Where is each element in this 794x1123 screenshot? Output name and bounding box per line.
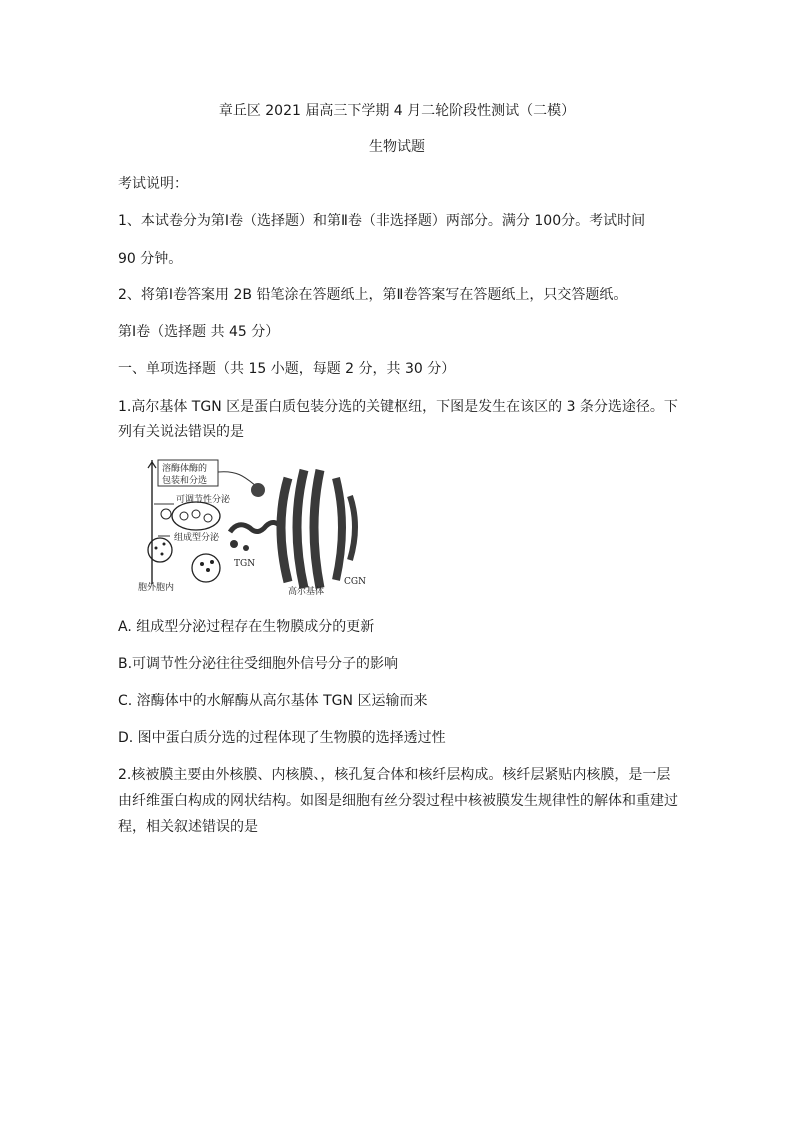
label-golgi: 高尔基体	[288, 587, 325, 596]
q2-stem-line-1: 2.核被膜主要由外核膜、内核膜、，核孔复合体和核纤层构成。核纤层紧贴内核膜，是一层	[118, 767, 671, 783]
cargo-dot	[161, 553, 164, 556]
golgi-sorting-figure	[138, 456, 370, 596]
secretory-granule	[161, 509, 171, 519]
exam-subtitle: 生物试题	[369, 139, 425, 155]
label-regulated-secretion: 可调节性分泌	[176, 495, 231, 505]
q1-stem-line-2: 列有关说法错误的是	[118, 424, 244, 440]
golgi-cisterna	[297, 470, 304, 588]
cargo-dot	[210, 560, 214, 564]
q1-option-d: D. 图中蛋白质分选的过程体现了生物膜的选择透过性	[118, 730, 446, 746]
golgi-cisterna	[336, 478, 342, 580]
section-1-heading: 一、单项选择题（共 15 小题，每题 2 分，共 30 分）	[118, 361, 456, 377]
label-cgn: CGN	[344, 577, 366, 587]
instruction-1-line-2: 90 分钟。	[118, 251, 183, 267]
label-tgn: TGN	[234, 559, 256, 569]
q1-stem-line-1: 1.高尔基体 TGN 区是蛋白质包装分选的关键枢纽，下图是发生在该区的 3 条分选途径。下	[118, 399, 678, 415]
lysosome-arrow	[218, 472, 256, 486]
granule	[180, 512, 188, 520]
q1-option-b: B.可调节性分泌往往受细胞外信号分子的影响	[118, 656, 399, 672]
golgi-cisterna	[281, 478, 288, 582]
lysosome-vesicle	[251, 483, 265, 497]
golgi-cisterna	[350, 496, 355, 560]
golgi-cisterna	[314, 470, 320, 588]
label-inside: 胞内	[156, 583, 175, 593]
instructions-heading: 考试说明：	[118, 176, 188, 192]
tgn-bud	[230, 540, 238, 548]
granule	[192, 510, 200, 518]
instruction-2: 2、将第Ⅰ卷答案用 2B 铅笔涂在答题纸上，第Ⅱ卷答案写在答题纸上，只交答题纸。	[118, 287, 628, 303]
q1-option-a: A. 组成型分泌过程存在生物膜成分的更新	[118, 619, 375, 635]
tgn-network	[230, 522, 282, 532]
instruction-1-line-1: 1、本试卷分为第Ⅰ卷（选择题）和第Ⅱ卷（非选择题）两部分。满分 100分。考试时间	[118, 213, 646, 229]
label-constitutive-secretion: 组成型分泌	[174, 533, 220, 543]
label-lysosome-line-2: 包装和分选	[162, 476, 208, 486]
cargo-dot	[163, 543, 166, 546]
regulated-vesicle	[172, 502, 220, 530]
q2-stem-line-3: 程，相关叙述错误的是	[118, 819, 258, 835]
label-outside: 胞外	[138, 583, 157, 593]
cargo-dot	[155, 547, 158, 550]
q1-option-c: C. 溶酶体中的水解酶从高尔基体 TGN 区运输而来	[118, 693, 428, 709]
constitutive-vesicle	[192, 554, 220, 582]
cargo-dot	[200, 562, 204, 566]
q2-stem-line-2: 由纤维蛋白构成的网状结构。如图是细胞有丝分裂过程中核被膜发生规律性的解体和重建过	[118, 793, 678, 809]
exam-title: 章丘区 2021 届高三下学期 4 月二轮阶段性测试（二模）	[218, 103, 576, 119]
cargo-dot	[206, 568, 210, 572]
label-lysosome-line-1: 溶酶体酶的	[162, 464, 208, 474]
part-1-heading: 第Ⅰ卷（选择题 共 45 分）	[118, 324, 280, 340]
granule	[204, 514, 212, 522]
tgn-bud	[243, 545, 249, 551]
